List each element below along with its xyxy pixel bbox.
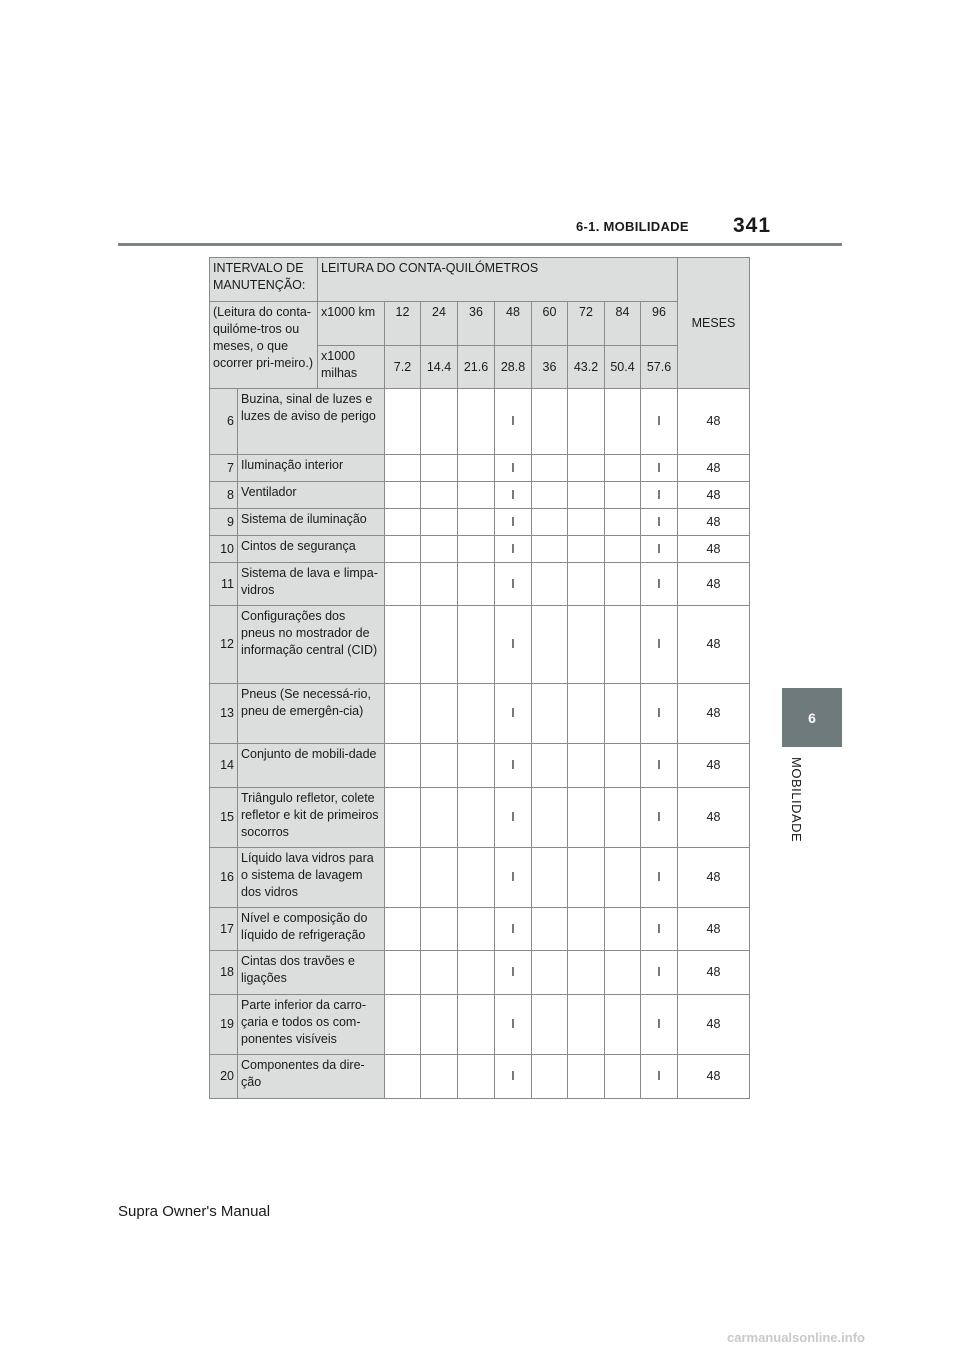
empty-cell [458, 509, 495, 536]
empty-cell [458, 455, 495, 482]
row-item: Iluminação interior [238, 455, 385, 482]
empty-cell [421, 563, 458, 606]
empty-cell [532, 536, 568, 563]
km-interval-value: 36 [458, 302, 495, 346]
maintenance-table [209, 257, 750, 1099]
header-divider [118, 243, 842, 246]
inspect-mark: I [495, 995, 532, 1055]
empty-cell [385, 536, 421, 563]
empty-cell [421, 509, 458, 536]
empty-cell [385, 788, 421, 848]
months-value: 48 [678, 995, 750, 1055]
empty-cell [532, 482, 568, 509]
row-item: Líquido lava vidros para o sistema de lavagem dos vidros [238, 848, 385, 908]
empty-cell [385, 389, 421, 455]
empty-cell [568, 848, 605, 908]
inspect-mark: I [641, 908, 678, 951]
inspect-mark: I [641, 606, 678, 684]
row-number: 17 [210, 908, 238, 951]
km-interval-value: 96 [641, 302, 678, 346]
empty-cell [421, 848, 458, 908]
empty-cell [605, 389, 641, 455]
miles-interval-value: 21.6 [458, 346, 495, 389]
row-number: 11 [210, 563, 238, 606]
inspect-mark: I [641, 389, 678, 455]
empty-cell [605, 951, 641, 995]
inspect-mark: I [495, 744, 532, 788]
inspect-mark: I [495, 536, 532, 563]
inspect-mark: I [495, 1055, 532, 1099]
empty-cell [568, 389, 605, 455]
months-value: 48 [678, 848, 750, 908]
row-number: 12 [210, 606, 238, 684]
empty-cell [458, 563, 495, 606]
empty-cell [568, 606, 605, 684]
empty-cell [458, 744, 495, 788]
row-number: 8 [210, 482, 238, 509]
empty-cell [568, 563, 605, 606]
empty-cell [532, 1055, 568, 1099]
empty-cell [568, 536, 605, 563]
empty-cell [532, 455, 568, 482]
row-item: Pneus (Se necessá-rio, pneu de emergên-cia) [238, 684, 385, 744]
empty-cell [421, 744, 458, 788]
inspect-mark: I [495, 455, 532, 482]
row-number: 15 [210, 788, 238, 848]
row-item: Configurações dos pneus no mostrador de informação central (CID) [238, 606, 385, 684]
empty-cell [568, 1055, 605, 1099]
table-row [210, 1055, 750, 1099]
inspect-mark: I [495, 908, 532, 951]
empty-cell [605, 509, 641, 536]
months-value: 48 [678, 455, 750, 482]
km-interval-value: 48 [495, 302, 532, 346]
empty-cell [458, 788, 495, 848]
table-row [210, 995, 750, 1055]
chapter-tab: 6 [782, 688, 842, 747]
empty-cell [532, 389, 568, 455]
row-item: Sistema de iluminação [238, 509, 385, 536]
row-number: 16 [210, 848, 238, 908]
months-value: 48 [678, 509, 750, 536]
table-row [210, 563, 750, 606]
empty-cell [421, 606, 458, 684]
empty-cell [532, 908, 568, 951]
empty-cell [458, 482, 495, 509]
row-number: 19 [210, 995, 238, 1055]
inspect-mark: I [495, 684, 532, 744]
miles-interval-value: 50.4 [605, 346, 641, 389]
row-item: Ventilador [238, 482, 385, 509]
table-row [210, 951, 750, 995]
chapter-side-label [784, 757, 804, 877]
row-number: 6 [210, 389, 238, 455]
empty-cell [458, 389, 495, 455]
row-item: Parte inferior da carro-çaria e todos os com-ponentes visíveis [238, 995, 385, 1055]
empty-cell [458, 684, 495, 744]
table-row [210, 536, 750, 563]
months-value: 48 [678, 951, 750, 995]
table-row [210, 455, 750, 482]
watermark: carmanualsonline.info [727, 1330, 865, 1345]
empty-cell [605, 482, 641, 509]
table-row [210, 389, 750, 455]
miles-interval-value: 57.6 [641, 346, 678, 389]
months-value: 48 [678, 744, 750, 788]
table-row [210, 848, 750, 908]
km-interval-value: 24 [421, 302, 458, 346]
empty-cell [532, 563, 568, 606]
empty-cell [458, 951, 495, 995]
inspect-mark: I [495, 848, 532, 908]
row-number: 7 [210, 455, 238, 482]
inspect-mark: I [641, 951, 678, 995]
table-row [210, 684, 750, 744]
km-interval-value: 72 [568, 302, 605, 346]
empty-cell [605, 563, 641, 606]
chapter-side-label-text: MOBILIDADE [789, 757, 804, 843]
empty-cell [568, 788, 605, 848]
manual-name: Supra Owner's Manual [118, 1203, 271, 1220]
empty-cell [605, 995, 641, 1055]
miles-interval-value: 28.8 [495, 346, 532, 389]
inspect-mark: I [641, 995, 678, 1055]
empty-cell [605, 744, 641, 788]
inspect-mark: I [641, 788, 678, 848]
empty-cell [568, 908, 605, 951]
km-unit: x1000 km [318, 302, 385, 346]
months-value: 48 [678, 908, 750, 951]
row-number: 10 [210, 536, 238, 563]
inspect-mark: I [641, 509, 678, 536]
row-number: 18 [210, 951, 238, 995]
empty-cell [605, 455, 641, 482]
empty-cell [568, 455, 605, 482]
km-interval-value: 84 [605, 302, 641, 346]
inspect-mark: I [495, 788, 532, 848]
empty-cell [385, 1055, 421, 1099]
inspect-mark: I [495, 951, 532, 995]
months-value: 48 [678, 1055, 750, 1099]
empty-cell [458, 536, 495, 563]
empty-cell [385, 684, 421, 744]
empty-cell [385, 563, 421, 606]
miles-interval-value: 36 [532, 346, 568, 389]
inspect-mark: I [495, 509, 532, 536]
interval-label: INTERVALO DE MANUTENÇÃO: [210, 258, 318, 302]
miles-unit: x1000 milhas [318, 346, 385, 389]
empty-cell [532, 788, 568, 848]
empty-cell [532, 606, 568, 684]
empty-cell [605, 606, 641, 684]
empty-cell [421, 482, 458, 509]
months-value: 48 [678, 536, 750, 563]
empty-cell [421, 908, 458, 951]
empty-cell [385, 995, 421, 1055]
months-label: MESES [678, 258, 750, 389]
section-title: 6-1. MOBILIDADE [576, 219, 689, 234]
row-item: Componentes da dire-ção [238, 1055, 385, 1099]
months-value: 48 [678, 482, 750, 509]
empty-cell [421, 389, 458, 455]
inspect-mark: I [641, 684, 678, 744]
empty-cell [568, 951, 605, 995]
miles-interval-value: 14.4 [421, 346, 458, 389]
row-item: Cintos de segurança [238, 536, 385, 563]
table-row [210, 606, 750, 684]
inspect-mark: I [641, 482, 678, 509]
inspect-mark: I [641, 563, 678, 606]
empty-cell [532, 744, 568, 788]
empty-cell [568, 684, 605, 744]
empty-cell [458, 995, 495, 1055]
table-row [210, 482, 750, 509]
empty-cell [421, 1055, 458, 1099]
row-item: Triângulo refletor, colete refletor e kit de primeiros socorros [238, 788, 385, 848]
empty-cell [532, 509, 568, 536]
row-number: 13 [210, 684, 238, 744]
row-item: Buzina, sinal de luzes e luzes de aviso de perigo [238, 389, 385, 455]
empty-cell [421, 536, 458, 563]
empty-cell [568, 509, 605, 536]
empty-cell [385, 744, 421, 788]
empty-cell [421, 684, 458, 744]
empty-cell [421, 951, 458, 995]
empty-cell [385, 848, 421, 908]
inspect-mark: I [641, 455, 678, 482]
inspect-mark: I [641, 744, 678, 788]
empty-cell [421, 788, 458, 848]
inspect-mark: I [495, 606, 532, 684]
empty-cell [385, 455, 421, 482]
empty-cell [532, 951, 568, 995]
empty-cell [605, 536, 641, 563]
inspect-mark: I [495, 482, 532, 509]
odometer-label: LEITURA DO CONTA-QUILÓMETROS [318, 258, 678, 302]
empty-cell [605, 684, 641, 744]
empty-cell [458, 1055, 495, 1099]
km-interval-value: 12 [385, 302, 421, 346]
empty-cell [385, 908, 421, 951]
empty-cell [385, 951, 421, 995]
row-item: Nível e composição do líquido de refrigeração [238, 908, 385, 951]
interval-note: (Leitura do conta-quilóme-tros ou meses, o que ocorrer pri-meiro.) [210, 302, 318, 389]
empty-cell [605, 1055, 641, 1099]
empty-cell [568, 995, 605, 1055]
miles-interval-value: 7.2 [385, 346, 421, 389]
empty-cell [385, 482, 421, 509]
empty-cell [568, 744, 605, 788]
empty-cell [421, 455, 458, 482]
empty-cell [532, 848, 568, 908]
months-value: 48 [678, 563, 750, 606]
empty-cell [458, 606, 495, 684]
months-value: 48 [678, 684, 750, 744]
table-row [210, 509, 750, 536]
inspect-mark: I [495, 563, 532, 606]
months-value: 48 [678, 606, 750, 684]
table-row [210, 744, 750, 788]
miles-interval-value: 43.2 [568, 346, 605, 389]
inspect-mark: I [641, 1055, 678, 1099]
empty-cell [458, 848, 495, 908]
row-item: Cintas dos travões e ligações [238, 951, 385, 995]
page-number: 341 [733, 214, 772, 237]
inspect-mark: I [641, 536, 678, 563]
empty-cell [385, 509, 421, 536]
months-value: 48 [678, 389, 750, 455]
empty-cell [605, 848, 641, 908]
months-value: 48 [678, 788, 750, 848]
inspect-mark: I [641, 848, 678, 908]
inspect-mark: I [495, 389, 532, 455]
row-number: 14 [210, 744, 238, 788]
empty-cell [605, 908, 641, 951]
empty-cell [532, 995, 568, 1055]
empty-cell [532, 684, 568, 744]
row-item: Conjunto de mobili-dade [238, 744, 385, 788]
km-interval-value: 60 [532, 302, 568, 346]
table-row [210, 788, 750, 848]
empty-cell [458, 908, 495, 951]
empty-cell [568, 482, 605, 509]
table-row [210, 908, 750, 951]
row-number: 9 [210, 509, 238, 536]
empty-cell [385, 606, 421, 684]
row-item: Sistema de lava e limpa-vidros [238, 563, 385, 606]
row-number: 20 [210, 1055, 238, 1099]
empty-cell [421, 995, 458, 1055]
empty-cell [605, 788, 641, 848]
